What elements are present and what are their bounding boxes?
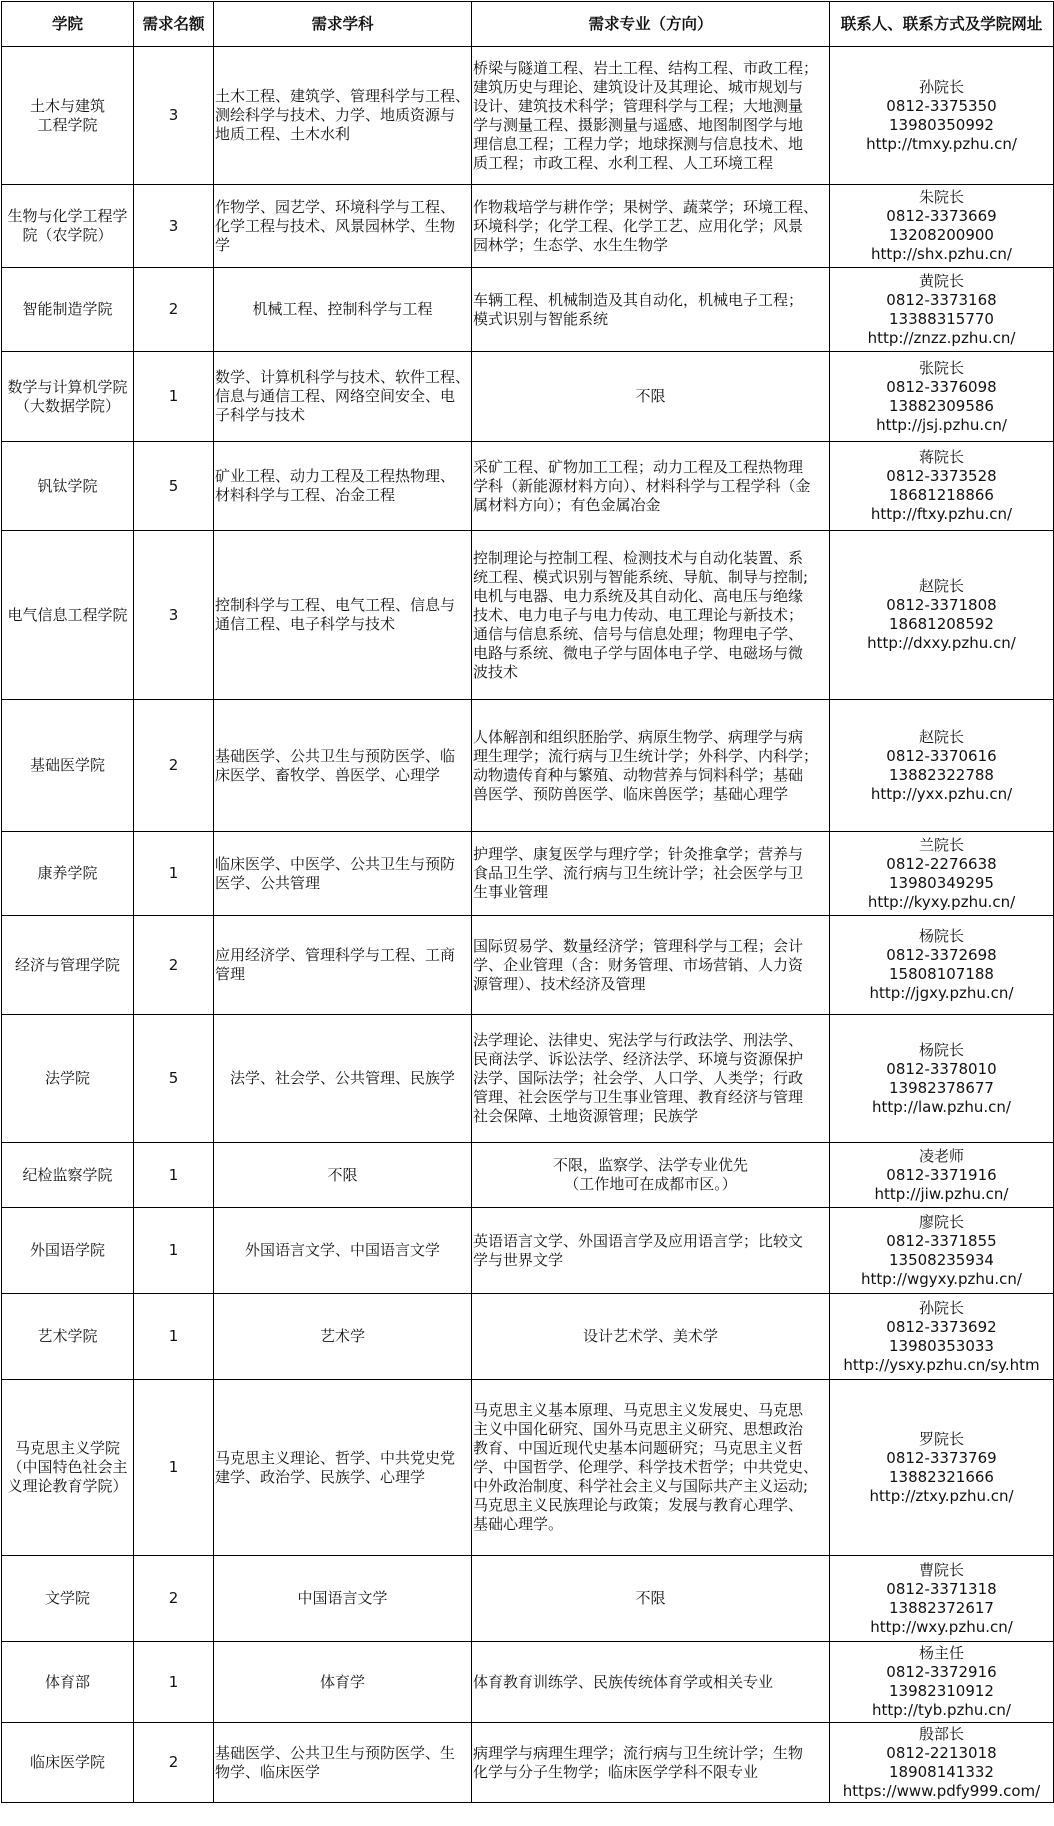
majors-cell-line: 作物栽培学与耕作学；果树学、蔬菜学；环境工程、 (473, 197, 819, 216)
subjects-cell (214, 352, 472, 442)
contact-cell-line: http://jsj.pzhu.cn/ (876, 415, 1007, 434)
contact-cell-line: 殷部长 (918, 1724, 964, 1743)
majors-cell (472, 442, 830, 531)
header-row (2, 2, 1054, 47)
contact-cell-line: 0812-3372698 (886, 946, 997, 964)
contact-cell (830, 1723, 1054, 1803)
contact-cell-line: 0812-3370616 (886, 746, 997, 765)
college-cell (2, 916, 134, 1015)
table-row (2, 1208, 1054, 1294)
contact-cell-line: 18681208592 (889, 615, 994, 633)
table-row (2, 1556, 1054, 1642)
college-cell-line: 马克思主义学院 (14, 1439, 120, 1457)
majors-cell (472, 1556, 830, 1642)
majors-cell-line: （工作地可在成都市区。） (564, 1175, 737, 1193)
table-body (2, 47, 1054, 1803)
majors-cell (472, 700, 830, 832)
contact-cell-line: http://yxx.pzhu.cn/ (870, 784, 1013, 803)
majors-cell-line: 食品卫生学、流行病与卫生统计学；社会医学与卫 (473, 864, 804, 882)
majors-cell (472, 1723, 830, 1803)
subjects-cell (214, 531, 472, 700)
majors-cell-line: 马克思主义基本原理、马克思主义发展史、马克思 (473, 1401, 804, 1419)
contact-cell-line: https://www.pdfy999.com/ (842, 1781, 1041, 1800)
subjects-cell (214, 185, 472, 268)
college-cell (2, 1015, 134, 1143)
header-subjects: 需求学科 (214, 2, 472, 47)
contact-cell (830, 1380, 1054, 1556)
majors-cell-line: 法学理论、法律史、宪法学与行政法学、刑法学、 (473, 1031, 804, 1049)
majors-cell-line: 质工程；市政工程、水利工程、人工环境工程 (473, 153, 774, 172)
college-cell-line: 数学与计算机学院 (7, 377, 128, 396)
contact-cell-line: 0812-3372916 (886, 1663, 997, 1681)
majors-cell-line: 技术、电力电子与电力传动、电工理论与新技术； (473, 605, 804, 624)
college-cell-line: 经济与管理学院 (14, 955, 120, 974)
contact-cell (830, 47, 1054, 185)
table-row (2, 442, 1054, 531)
college-cell (2, 1294, 134, 1380)
subjects-cell-line: 基础医学、公共卫生与预防医学、生 (215, 1743, 456, 1762)
contact-cell-line: 13980349295 (889, 873, 994, 892)
subjects-cell-line: 材料科学与工程、冶金工程 (215, 486, 396, 504)
majors-cell-line: 电机与电器、电力系统及其自动化、高电压与绝缘 (473, 586, 804, 605)
contact-cell-line: 13508235934 (889, 1250, 994, 1269)
header-college: 学院 (2, 2, 134, 47)
quota-cell: 1 (134, 832, 214, 916)
contact-cell-line: 杨院长 (918, 1040, 964, 1059)
table-row (2, 916, 1054, 1015)
subjects-cell (214, 1723, 472, 1803)
subjects-cell-line: 医学、公共管理 (215, 873, 321, 892)
table-row (2, 1380, 1054, 1556)
contact-cell-line: 凌老师 (918, 1146, 964, 1165)
majors-cell-line: 学、中国哲学、伦理学、科学技术哲学；中共党史、 (473, 1458, 819, 1476)
subjects-cell-line: 中国语言文学 (297, 1589, 388, 1607)
college-cell (2, 352, 134, 442)
recruitment-table (1, 1, 1054, 1803)
college-cell-line: 体育部 (44, 1672, 90, 1691)
contact-cell-line: 0812-3373769 (886, 1448, 997, 1467)
majors-cell (472, 832, 830, 916)
majors-cell (472, 47, 830, 185)
majors-cell-line: 中外政治制度、科学社会主义与国际共产主义运动; (473, 1477, 809, 1495)
college-cell-line: 院（农学院） (22, 226, 113, 244)
majors-cell (472, 1143, 830, 1208)
subjects-cell-line: 测绘科学与技术、力学、地质资源与 (215, 106, 456, 124)
majors-cell-line: 不限 (635, 387, 666, 405)
majors-cell-line: 教育、中国近现代史基本问题研究；马克思主义哲 (473, 1439, 804, 1457)
majors-cell-line: 控制理论与控制工程、检测技术与自动化装置、系 (473, 548, 804, 567)
contact-cell-line: 赵院长 (918, 727, 964, 746)
header-majors: 需求专业（方向） (472, 2, 830, 47)
contact-cell-line: 13208200900 (889, 226, 994, 244)
quota-cell: 1 (134, 1380, 214, 1556)
contact-cell-line: http://kyxy.pzhu.cn/ (867, 892, 1016, 911)
subjects-cell-line: 控制科学与工程、电气工程、信息与 (215, 596, 456, 614)
table-row (2, 352, 1054, 442)
contact-cell-line: 张院长 (918, 358, 964, 377)
contact-cell-line: 0812-3371855 (886, 1231, 997, 1250)
subjects-cell-line: 作物学、园艺学、环境科学与工程、 (215, 197, 456, 216)
contact-cell (830, 352, 1054, 442)
subjects-cell-line: 基础医学、公共卫生与预防医学、临 (215, 746, 456, 765)
majors-cell-line: 模式识别与智能系统 (473, 309, 609, 328)
majors-cell-line: 英语语言文学、外国语言学及应用语言学；比较文 (473, 1231, 804, 1250)
contact-cell (830, 1015, 1054, 1143)
subjects-cell-line: 土木工程、建筑学、管理科学与工程、 (215, 87, 471, 105)
contact-cell-line: 孙院长 (918, 77, 964, 96)
subjects-cell-line: 马克思主义理论、哲学、中共党史党 (215, 1448, 456, 1467)
subjects-cell (214, 268, 472, 352)
college-cell (2, 1642, 134, 1723)
quota-cell: 3 (134, 185, 214, 268)
table-row (2, 1294, 1054, 1380)
subjects-cell-line: 临床医学、中医学、公共卫生与预防 (215, 854, 456, 873)
contact-cell-line: http://law.pzhu.cn/ (872, 1097, 1011, 1116)
table-row (2, 531, 1054, 700)
college-cell-line: 纪检监察学院 (22, 1165, 113, 1184)
college-cell (2, 531, 134, 700)
majors-cell (472, 268, 830, 352)
majors-cell-line: 护理学、康复医学与理疗学；针灸推拿学；营养与 (473, 845, 804, 863)
majors-cell-line: 园林学；生态学、水生生物学 (473, 235, 669, 254)
majors-cell-line: 设计、建筑技术科学；管理科学与工程；大地测量 (473, 96, 804, 115)
majors-cell (472, 185, 830, 268)
subjects-cell-line: 化学工程与技术、风景园林学、生物 (215, 216, 456, 235)
contact-cell (830, 531, 1054, 700)
majors-cell-line: 统工程、模式识别与智能系统、导航、制导与控制; (473, 567, 809, 586)
subjects-cell-line: 建学、政治学、民族学、心理学 (215, 1467, 426, 1486)
college-cell (2, 700, 134, 832)
quota-cell: 1 (134, 1642, 214, 1723)
college-cell-line: （大数据学院） (14, 396, 120, 415)
contact-cell (830, 832, 1054, 916)
table-row (2, 700, 1054, 832)
contact-cell-line: http://tyb.pzhu.cn/ (872, 1701, 1011, 1719)
majors-cell-line: 电路与系统、微电子学与固体电子学、电磁场与微 (473, 643, 804, 662)
subjects-cell-line: 数学、计算机科学与技术、软件工程、 (215, 368, 471, 386)
majors-cell-line: 通信与信息系统、信号与信息处理；物理电子学、 (473, 624, 804, 643)
subjects-cell (214, 832, 472, 916)
majors-cell-line: 学、企业管理（含：财务管理、市场营销、人力资 (473, 955, 804, 974)
subjects-cell (214, 1143, 472, 1208)
table-row (2, 1015, 1054, 1143)
quota-cell: 5 (134, 442, 214, 531)
majors-cell-line: 民商法学、诉讼法学、经济法学、环境与资源保护 (473, 1050, 804, 1068)
college-cell-line: 外国语学院 (29, 1241, 105, 1259)
majors-cell-line: 学科（新能源材料方向）、材料科学与工程学科（金 (473, 476, 811, 495)
subjects-cell-line: 机械工程、控制科学与工程 (252, 300, 433, 318)
quota-cell: 2 (134, 916, 214, 1015)
contact-cell-line: 0812-3373168 (886, 290, 997, 309)
quota-cell: 3 (134, 531, 214, 700)
subjects-cell-line: 不限 (327, 1165, 358, 1184)
subjects-cell-line: 应用经济学、管理科学与工程、工商 (215, 946, 456, 964)
contact-cell-line: http://wxy.pzhu.cn/ (870, 1617, 1013, 1636)
subjects-cell-line: 物学、临床医学 (215, 1762, 321, 1781)
contact-cell (830, 268, 1054, 352)
subjects-cell (214, 1556, 472, 1642)
quota-cell: 2 (134, 268, 214, 352)
contact-cell (830, 1642, 1054, 1723)
college-cell (2, 185, 134, 268)
subjects-cell-line: 矿业工程、动力工程及工程热物理、 (215, 467, 456, 485)
majors-cell (472, 916, 830, 1015)
majors-cell-line: 不限，监察学、法学专业优先 (552, 1156, 748, 1174)
college-cell-line: 智能制造学院 (22, 300, 113, 318)
quota-cell: 2 (134, 700, 214, 832)
majors-cell-line: 主义中国化研究、国外马克思主义研究、思想政治 (473, 1420, 804, 1438)
college-cell-line: 康养学院 (37, 864, 98, 882)
contact-cell-line: 13882322788 (889, 765, 994, 784)
subjects-cell-line: 床医学、畜牧学、兽医学、心理学 (215, 765, 441, 784)
contact-cell-line: 13882321666 (889, 1467, 994, 1486)
contact-cell (830, 1294, 1054, 1380)
college-cell-line: 生物与化学工程学 (7, 207, 128, 225)
college-cell-line: 法学院 (44, 1069, 90, 1087)
table-row (2, 1723, 1054, 1803)
majors-cell-line: 建筑历史与理论、建筑设计及其理论、城市规划与 (473, 77, 804, 96)
contact-cell-line: http://znzz.pzhu.cn/ (867, 328, 1016, 347)
contact-cell-line: http://ztxy.pzhu.cn/ (869, 1486, 1014, 1505)
subjects-cell (214, 916, 472, 1015)
majors-cell-line: 学与测量工程、摄影测量与遥感、地图制图学与地 (473, 115, 804, 134)
table-row (2, 185, 1054, 268)
college-cell (2, 268, 134, 352)
subjects-cell (214, 1294, 472, 1380)
majors-cell-line: 理生理学；流行病与卫生统计学；外科学、内科学； (473, 746, 819, 765)
contact-cell (830, 442, 1054, 531)
contact-cell (830, 1143, 1054, 1208)
majors-cell-line: 理信息工程；工程力学；地球探测与信息技术、地 (473, 134, 804, 153)
college-cell (2, 1380, 134, 1556)
majors-cell-line: 不限 (635, 1589, 666, 1607)
contact-cell-line: 0812-3378010 (886, 1059, 997, 1078)
college-cell (2, 442, 134, 531)
contact-cell-line: http://jgxy.pzhu.cn/ (869, 984, 1014, 1002)
college-cell-line: 工程学院 (37, 115, 98, 134)
table-row (2, 1143, 1054, 1208)
majors-cell-line: 管理、社会医学与卫生事业管理、教育经济与管理 (473, 1088, 804, 1106)
quota-cell: 1 (134, 352, 214, 442)
contact-cell-line: 杨院长 (918, 927, 964, 945)
subjects-cell (214, 1015, 472, 1143)
majors-cell (472, 352, 830, 442)
subjects-cell-line: 地质工程、土木水利 (215, 125, 351, 143)
subjects-cell-line: 信息与通信工程、网络空间安全、电 (215, 387, 456, 405)
college-cell-line: 钒钛学院 (37, 476, 98, 495)
majors-cell-line: 兽医学、预防兽医学、临床兽医学；基础心理学 (473, 784, 789, 803)
contact-cell-line: 廖院长 (918, 1212, 964, 1231)
contact-cell-line: 朱院长 (918, 188, 964, 206)
contact-cell-line: http://shx.pzhu.cn/ (871, 245, 1012, 263)
quota-cell: 1 (134, 1143, 214, 1208)
contact-cell-line: 黄院长 (918, 271, 964, 290)
college-cell-line: 艺术学院 (37, 1327, 98, 1345)
contact-cell-line: 18908141332 (889, 1762, 994, 1781)
subjects-cell (214, 1380, 472, 1556)
table-row (2, 268, 1054, 352)
contact-cell-line: 赵院长 (918, 577, 964, 595)
college-cell (2, 1208, 134, 1294)
majors-cell-line: 采矿工程、矿物加工工程；动力工程及工程热物理 (473, 457, 804, 476)
majors-cell-line: 动物遗传育种与繁殖、动物营养与饲料科学；基础 (473, 765, 804, 784)
contact-cell-line: 0812-3373692 (886, 1317, 997, 1336)
table-row (2, 1642, 1054, 1723)
subjects-cell-line: 外国语言文学、中国语言文学 (244, 1241, 440, 1259)
majors-cell-line: 环境科学；化学工程、化学工艺、应用化学；风景 (473, 216, 804, 235)
subjects-cell-line: 体育学 (319, 1672, 365, 1691)
contact-cell-line: 13980350992 (889, 115, 994, 134)
quota-cell: 1 (134, 1294, 214, 1380)
contact-cell-line: 0812-2213018 (886, 1743, 997, 1762)
majors-cell-line: 马克思主义民族理论与政策；发展与教育心理学、 (473, 1496, 804, 1514)
college-cell (2, 47, 134, 185)
majors-cell-line: 社会保障、土地资源管理；民族学 (473, 1107, 699, 1125)
contact-cell (830, 185, 1054, 268)
college-cell-line: 电气信息工程学院 (7, 605, 128, 624)
contact-cell-line: 0812-3373669 (886, 207, 997, 225)
contact-cell-line: http://dxxy.pzhu.cn/ (867, 634, 1016, 652)
majors-cell (472, 531, 830, 700)
contact-cell-line: 13982378677 (889, 1078, 994, 1097)
college-cell (2, 1143, 134, 1208)
majors-cell-line: 化学与分子生物学；临床医学学科不限专业 (473, 1762, 759, 1781)
subjects-cell-line: 通信工程、电子科学与技术 (215, 615, 396, 633)
college-cell (2, 1556, 134, 1642)
majors-cell (472, 1208, 830, 1294)
majors-cell-line: 属材料方向）；有色金属冶金 (473, 495, 661, 514)
contact-cell-line: 0812-2276638 (886, 854, 997, 873)
quota-cell: 2 (134, 1723, 214, 1803)
subjects-cell-line: 子科学与技术 (215, 406, 306, 424)
contact-cell (830, 1208, 1054, 1294)
college-cell-line: （中国特色社会主 (7, 1458, 128, 1476)
college-cell (2, 1723, 134, 1803)
contact-cell-line: 杨主任 (918, 1644, 964, 1662)
majors-cell-line: 设计艺术学、美术学 (582, 1327, 718, 1345)
majors-cell-line: 桥梁与隧道工程、岩土工程、结构工程、市政工程； (473, 58, 819, 77)
majors-cell-line: 法学、国际法学；社会学、人口学、人类学；行政 (473, 1069, 804, 1087)
majors-cell-line: 人体解剖和组织胚胎学、病原生物学、病理学与病 (473, 727, 804, 746)
majors-cell-line: 学与世界文学 (473, 1250, 564, 1269)
majors-cell-line: 生事业管理 (473, 883, 549, 901)
quota-cell: 1 (134, 1208, 214, 1294)
table-row (2, 47, 1054, 185)
college-cell-line: 土木与建筑 (29, 96, 105, 115)
contact-cell-line: 13388315770 (889, 309, 994, 328)
subjects-cell-line: 管理 (215, 965, 246, 983)
contact-cell-line: 曹院长 (918, 1560, 964, 1579)
table-row (2, 832, 1054, 916)
contact-cell-line: http://wgyxy.pzhu.cn/ (861, 1269, 1022, 1288)
majors-cell-line: 基础心理学。 (473, 1515, 564, 1533)
college-cell-line: 基础医学院 (29, 756, 105, 774)
majors-cell (472, 1642, 830, 1723)
subjects-cell-line: 艺术学 (319, 1327, 365, 1345)
majors-cell-line: 车辆工程、机械制造及其自动化，机械电子工程； (473, 290, 804, 309)
contact-cell-line: 15808107188 (889, 965, 994, 983)
contact-cell-line: 0812-3371318 (886, 1579, 997, 1598)
contact-cell-line: 兰院长 (918, 835, 964, 854)
majors-cell (472, 1015, 830, 1143)
subjects-cell (214, 442, 472, 531)
contact-cell-line: 0812-3371808 (886, 596, 997, 614)
quota-cell: 5 (134, 1015, 214, 1143)
contact-cell (830, 700, 1054, 832)
contact-cell-line: http://ftxy.pzhu.cn/ (870, 505, 1013, 523)
contact-cell-line: 13980353033 (889, 1336, 994, 1355)
majors-cell-line: 国际贸易学、数量经济学；管理科学与工程；会计 (473, 936, 804, 955)
contact-cell-line: 0812-3373528 (886, 467, 997, 485)
subjects-cell (214, 1208, 472, 1294)
majors-cell-line: 体育教育训练学、民族传统体育学或相关专业 (473, 1672, 774, 1691)
majors-cell (472, 1294, 830, 1380)
college-cell-line: 临床医学院 (29, 1753, 105, 1771)
subjects-cell (214, 47, 472, 185)
contact-cell-line: 18681218866 (889, 486, 994, 504)
majors-cell (472, 1380, 830, 1556)
subjects-cell (214, 700, 472, 832)
contact-cell-line: 13882309586 (889, 396, 994, 415)
contact-cell-line: http://jiw.pzhu.cn/ (874, 1184, 1009, 1203)
contact-cell-line: 0812-3371916 (886, 1165, 997, 1184)
quota-cell: 3 (134, 47, 214, 185)
contact-cell-line: http://ysxy.pzhu.cn/sy.htm (843, 1355, 1040, 1374)
header-contact: 联系人、联系方式及学院网址 (830, 2, 1054, 47)
contact-cell-line: 孙院长 (918, 1298, 964, 1317)
contact-cell (830, 1556, 1054, 1642)
contact-cell-line: 0812-3376098 (886, 377, 997, 396)
contact-cell (830, 916, 1054, 1015)
majors-cell-line: 波技术 (473, 662, 519, 681)
header-quota: 需求名额 (134, 2, 214, 47)
contact-cell-line: http://tmxy.pzhu.cn/ (866, 134, 1017, 153)
subjects-cell-line: 学 (215, 235, 231, 254)
majors-cell-line: 病理学与病理生理学；流行病与卫生统计学；生物 (473, 1743, 804, 1762)
contact-cell-line: 13882372617 (889, 1598, 994, 1617)
contact-cell-line: 0812-3375350 (886, 96, 997, 115)
subjects-cell (214, 1642, 472, 1723)
contact-cell-line: 蒋院长 (918, 448, 964, 466)
college-cell-line: 文学院 (44, 1589, 90, 1607)
college-cell-line: 义理论教育学院） (7, 1477, 128, 1495)
subjects-cell-line: 法学、社会学、公共管理、民族学 (229, 1069, 455, 1087)
contact-cell-line: 罗院长 (918, 1429, 964, 1448)
quota-cell: 2 (134, 1556, 214, 1642)
college-cell (2, 832, 134, 916)
majors-cell-line: 源管理）、技术经济及管理 (473, 974, 646, 993)
contact-cell-line: 13982310912 (889, 1682, 994, 1700)
